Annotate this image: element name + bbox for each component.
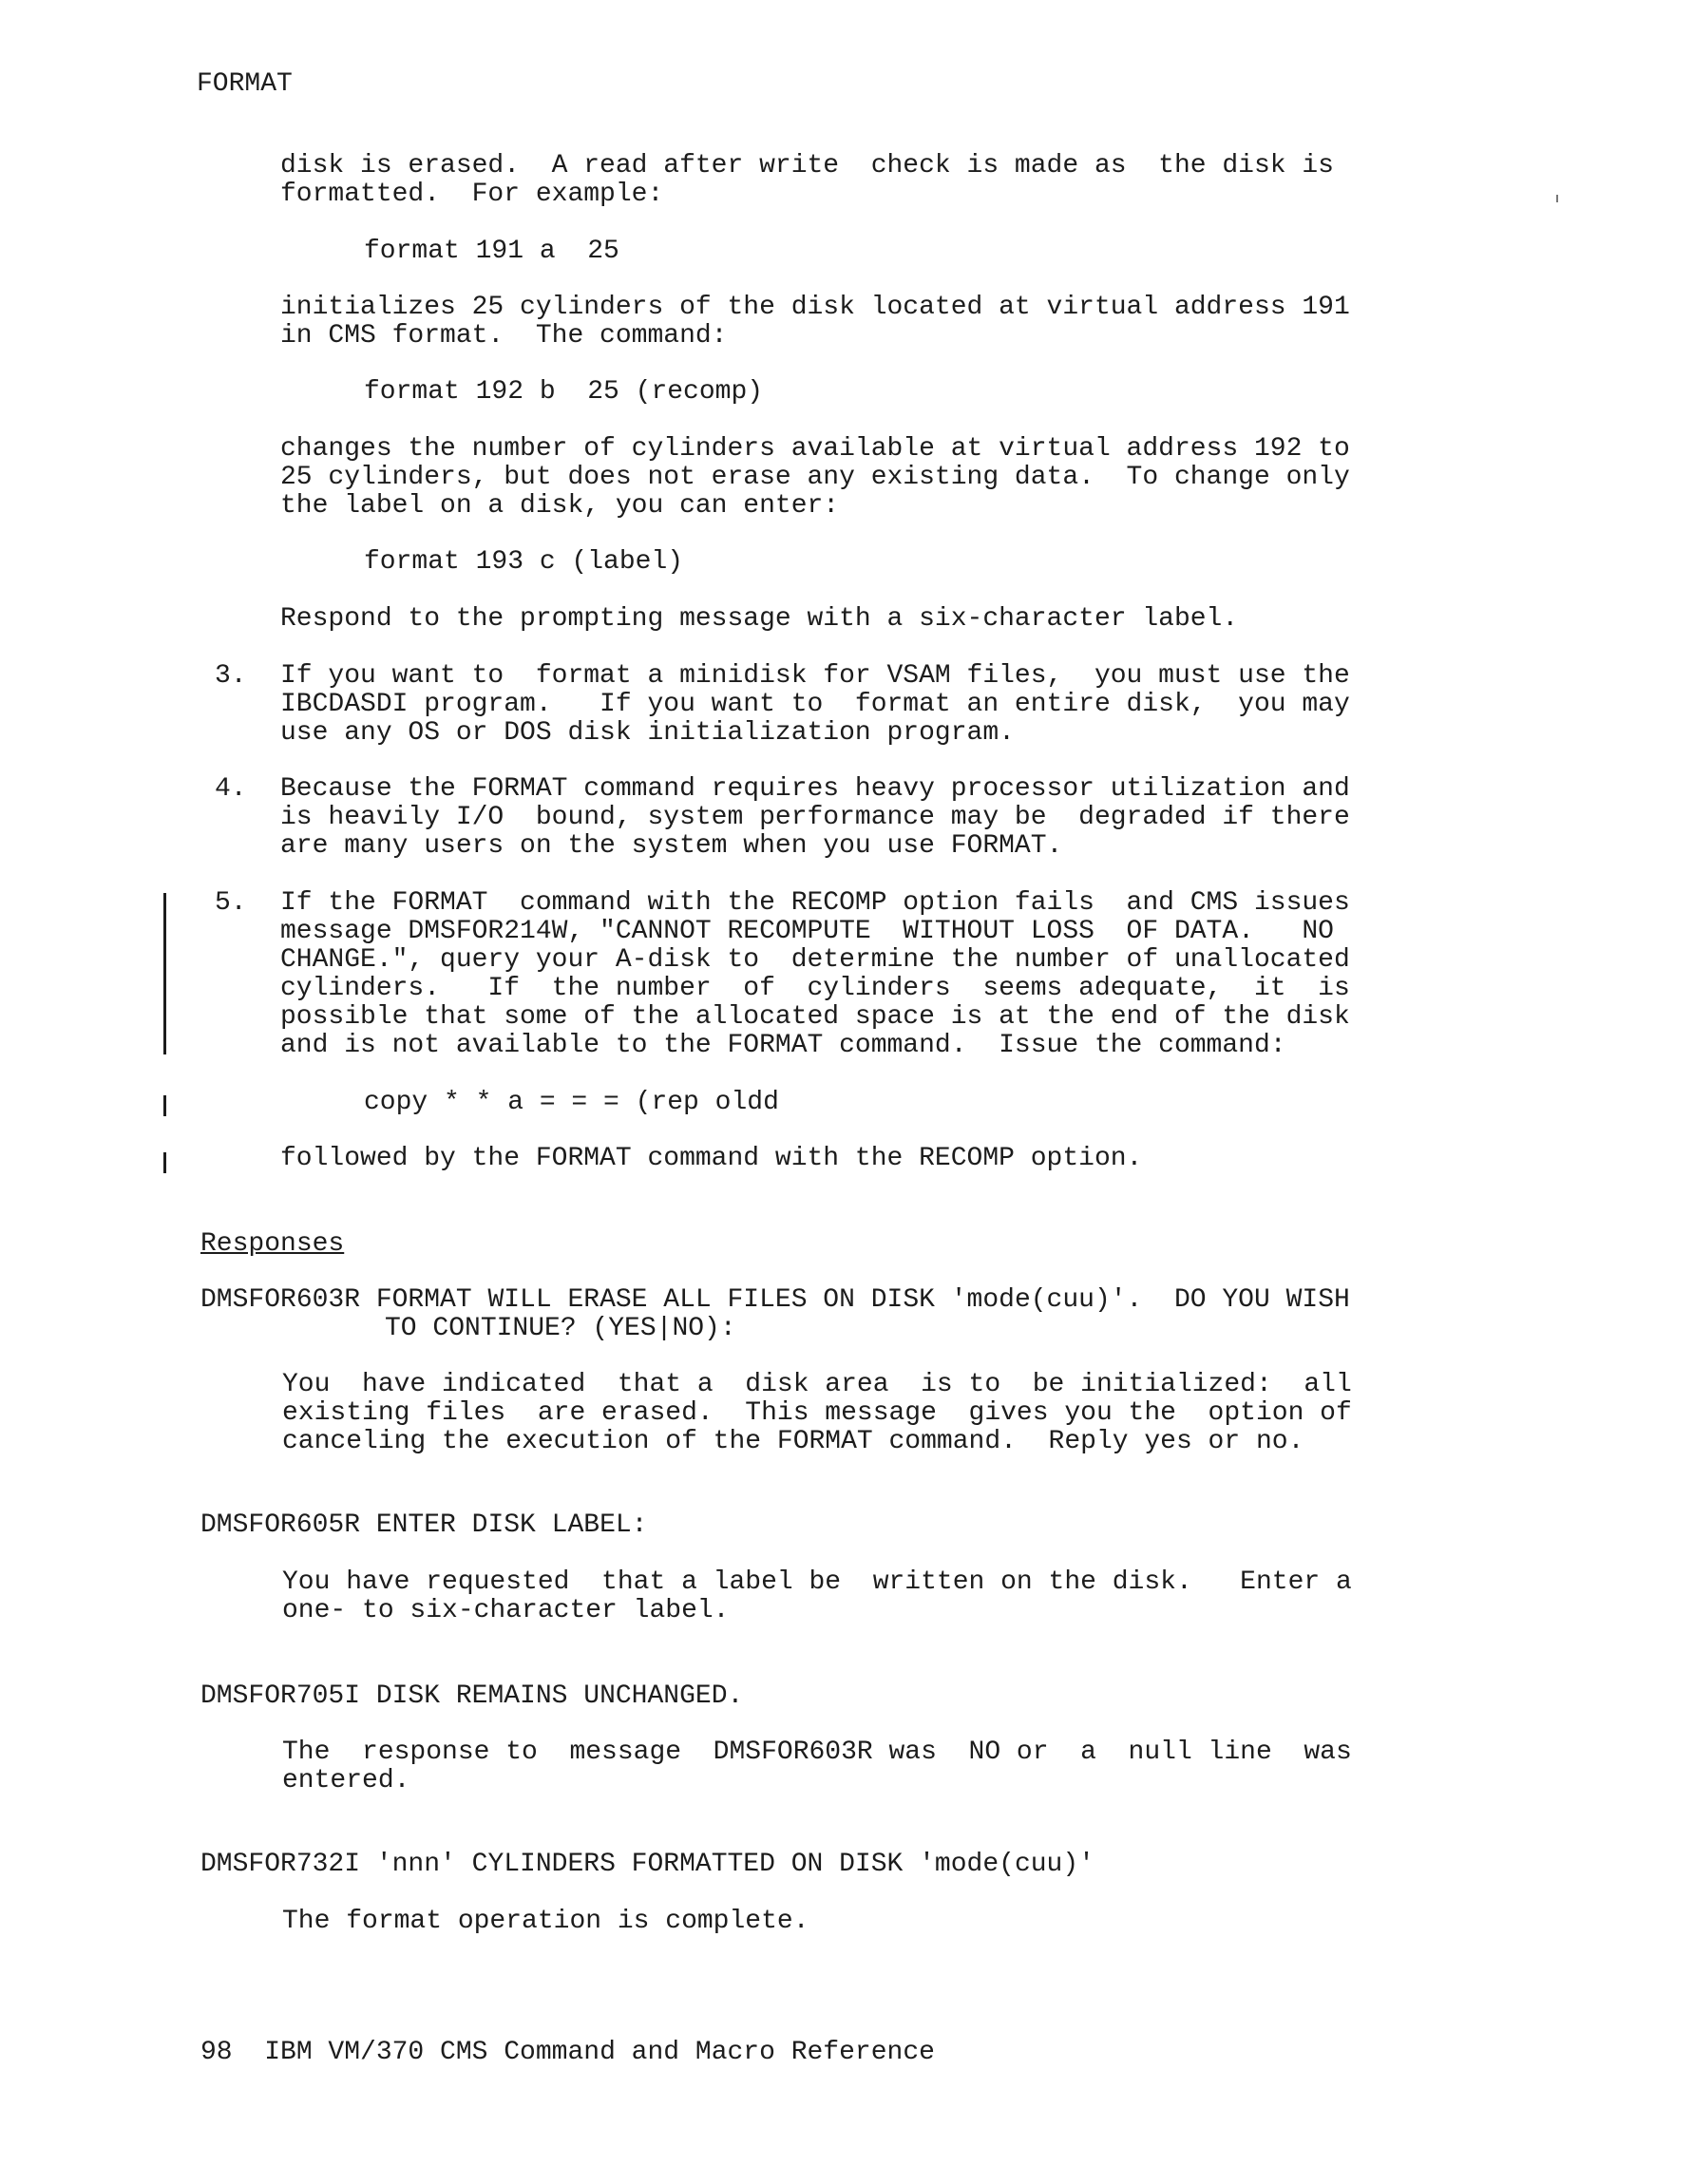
- note-number: 4.: [215, 774, 247, 804]
- message-id-line: DMSFOR605R ENTER DISK LABEL:: [200, 1510, 648, 1540]
- text-line: If you want to format a minidisk for VSAM files, you must use the: [280, 661, 1350, 691]
- text-line: disk is erased. A read after write check is made as the disk is: [280, 151, 1334, 180]
- text-line: and is not available to the FORMAT command. Issue the command:: [280, 1031, 1286, 1060]
- text-line: Because the FORMAT command requires heavy processor utilization and: [280, 774, 1350, 804]
- text-line: existing files are erased. This message gives you the option of: [282, 1398, 1352, 1428]
- message-id-line: DMSFOR705I DISK REMAINS UNCHANGED.: [200, 1681, 744, 1711]
- revision-bar: [163, 893, 166, 1054]
- text-line: one- to six-character label.: [282, 1596, 730, 1625]
- message-id-line: DMSFOR603R FORMAT WILL ERASE ALL FILES ON DISK 'mode(cuu)'. DO YOU WISH: [200, 1285, 1350, 1315]
- text-line: message DMSFOR214W, "CANNOT RECOMPUTE WITHOUT LOSS OF DATA. NO: [280, 917, 1334, 946]
- text-line: use any OS or DOS disk initialization program.: [280, 718, 1015, 748]
- revision-bar: [163, 1152, 166, 1173]
- text-line: the label on a disk, you can enter:: [280, 491, 840, 521]
- text-line: You have requested that a label be written on the disk. Enter a: [282, 1567, 1352, 1597]
- text-line: is heavily I/O bound, system performance may be degraded if there: [280, 803, 1350, 832]
- page-header: FORMAT: [197, 69, 293, 99]
- section-heading: Responses: [200, 1229, 345, 1259]
- code-example: format 193 c (label): [364, 547, 684, 577]
- text-line: CHANGE.", query your A-disk to determine the number of unallocated: [280, 945, 1350, 975]
- message-continuation: TO CONTINUE? (YES|NO):: [385, 1314, 736, 1343]
- text-line: You have indicated that a disk area is to be initialized: all: [282, 1370, 1352, 1399]
- text-line: cylinders. If the number of cylinders seems adequate, it is: [280, 974, 1350, 1003]
- code-example: format 192 b 25 (recomp): [364, 377, 764, 407]
- page-footer: 98 IBM VM/370 CMS Command and Macro Reference: [200, 2038, 935, 2067]
- text-line: The response to message DMSFOR603R was NO or a null line was: [282, 1738, 1352, 1767]
- text-line: entered.: [282, 1766, 410, 1795]
- text-line: in CMS format. The command:: [280, 321, 728, 351]
- message-id-line: DMSFOR732I 'nnn' CYLINDERS FORMATTED ON DISK 'mode(cuu)': [200, 1850, 1094, 1879]
- scan-mark: [1556, 195, 1558, 202]
- text-line: IBCDASDI program. If you want to format an entire disk, you may: [280, 690, 1350, 719]
- text-line: followed by the FORMAT command with the RECOMP option.: [280, 1144, 1143, 1173]
- text-line: changes the number of cylinders available at virtual address 192 to: [280, 434, 1350, 464]
- text-line: 25 cylinders, but does not erase any existing data. To change only: [280, 463, 1350, 492]
- text-line: The format operation is complete.: [282, 1907, 809, 1936]
- note-number: 5.: [215, 888, 247, 918]
- text-line: possible that some of the allocated space is at the end of the disk: [280, 1002, 1350, 1032]
- text-line: initializes 25 cylinders of the disk located at virtual address 191: [280, 293, 1350, 322]
- text-line: canceling the execution of the FORMAT command. Reply yes or no.: [282, 1427, 1304, 1456]
- code-example: copy * * a = = = (rep oldd: [364, 1088, 779, 1117]
- note-number: 3.: [215, 661, 247, 691]
- text-line: formatted. For example:: [280, 180, 664, 209]
- code-example: format 191 a 25: [364, 237, 619, 266]
- revision-bar: [163, 1095, 166, 1116]
- text-line: Respond to the prompting message with a six-character label.: [280, 604, 1239, 634]
- text-line: If the FORMAT command with the RECOMP option fails and CMS issues: [280, 888, 1350, 918]
- text-line: are many users on the system when you use FORMAT.: [280, 831, 1063, 861]
